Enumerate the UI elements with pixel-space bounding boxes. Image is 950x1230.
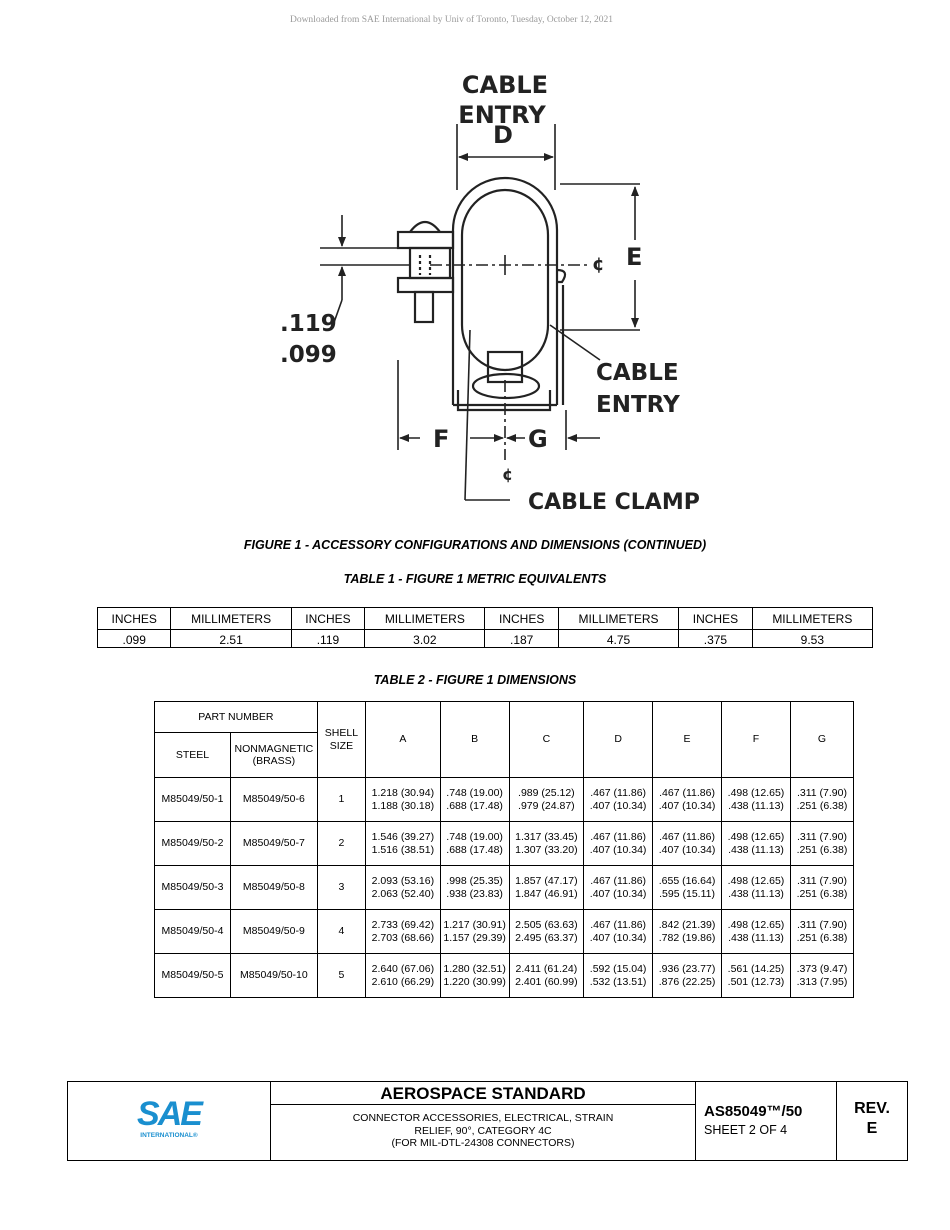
figure-1-caption: FIGURE 1 - ACCESSORY CONFIGURATIONS AND DIMENSIONS (CONTINUED) [243, 538, 707, 552]
cell-steel-part: M85049/50-5 [155, 954, 231, 998]
cell-dim-b: 1.217 (30.91) 1.157 (29.39) [440, 910, 509, 954]
label-thk-min: .099 [280, 342, 337, 368]
label-thk-max: .119 [280, 311, 337, 337]
label-cable-entry-top-2: ENTRY [458, 101, 546, 129]
table-1-caption: TABLE 1 - FIGURE 1 METRIC EQUIVALENTS [343, 572, 607, 586]
table-1-cell: .119 [291, 630, 364, 648]
cell-dim-f: .561 (14.25) .501 (12.73) [722, 954, 791, 998]
revision-label: REV. [854, 1100, 890, 1117]
sae-logo-text: SAE [137, 1095, 201, 1133]
cell-dim-g: .311 (7.90) .251 (6.38) [790, 778, 853, 822]
standard-subtitle: CONNECTOR ACCESSORIES, ELECTRICAL, STRAIN RELIEF, 90°, CATEGORY 4C (FOR MIL-DTL-24308 CONNECTORS) [352, 1112, 614, 1149]
title-block [67, 1081, 908, 1161]
table-2-header-row [155, 702, 854, 733]
header-b: B [440, 702, 509, 778]
header-part-number: PART NUMBER [155, 702, 318, 733]
cell-dim-g: .311 (7.90) .251 (6.38) [790, 866, 853, 910]
table-1-cell: 4.75 [558, 630, 678, 648]
table-1-cell: .375 [679, 630, 752, 648]
table-1-header: INCHES [485, 608, 558, 630]
header-steel: STEEL [155, 733, 231, 778]
sae-logo-subtext: INTERNATIONAL® [140, 1132, 198, 1139]
label-centerline-right: ¢ [592, 254, 605, 275]
cell-dim-c: 2.505 (63.63) 2.495 (63.37) [509, 910, 584, 954]
sae-logo-cell [68, 1082, 271, 1160]
table-1-header: INCHES [291, 608, 364, 630]
label-cable-entry-side-2: ENTRY [596, 392, 680, 418]
cell-shell-size: 3 [317, 866, 365, 910]
cell-shell-size: 1 [317, 778, 365, 822]
download-notice: Downloaded from SAE International by Univ of Toronto, Tuesday, October 12, 2021 [289, 15, 614, 25]
cell-dim-b: .748 (19.00) .688 (17.48) [440, 778, 509, 822]
cell-shell-size: 2 [317, 822, 365, 866]
cell-dim-e: .467 (11.86) .407 (10.34) [653, 778, 722, 822]
table-1-cell: 9.53 [752, 630, 872, 648]
table-row [155, 910, 854, 954]
cell-dim-a: 1.218 (30.94) 1.188 (30.18) [366, 778, 441, 822]
table-1-header-row [98, 608, 873, 630]
cell-dim-d: .467 (11.86) .407 (10.34) [584, 822, 653, 866]
table-1-header: MILLIMETERS [365, 608, 485, 630]
cell-brass-part: M85049/50-7 [230, 822, 317, 866]
table-2-caption: TABLE 2 - FIGURE 1 DIMENSIONS [373, 673, 577, 687]
table-1-cell: 3.02 [365, 630, 485, 648]
table-1-header: INCHES [679, 608, 752, 630]
cell-dim-d: .467 (11.86) .407 (10.34) [584, 778, 653, 822]
header-g: G [790, 702, 853, 778]
table-1-header: MILLIMETERS [752, 608, 872, 630]
cell-dim-e: .467 (11.86) .407 (10.34) [653, 822, 722, 866]
sae-logo [68, 1082, 270, 1160]
cell-dim-e: .655 (16.64) .595 (15.11) [653, 866, 722, 910]
cell-dim-f: .498 (12.65) .438 (11.13) [722, 778, 791, 822]
revision-cell [837, 1082, 907, 1160]
cell-dim-b: .998 (25.35) .938 (23.83) [440, 866, 509, 910]
document-number: AS85049™/50 [704, 1103, 803, 1120]
table-1-metric-equivalents [97, 607, 873, 648]
cell-brass-part: M85049/50-10 [230, 954, 317, 998]
cell-steel-part: M85049/50-3 [155, 866, 231, 910]
table-2-dimensions [154, 701, 854, 998]
label-cable-entry-top-1: CABLE [461, 71, 549, 99]
table-1-header: MILLIMETERS [558, 608, 678, 630]
header-c: C [509, 702, 584, 778]
label-centerline-bottom: ¢ [502, 465, 514, 484]
cell-dim-b: .748 (19.00) .688 (17.48) [440, 822, 509, 866]
label-cable-clamp: CABLE CLAMP [528, 490, 700, 515]
table-row [155, 866, 854, 910]
cell-shell-size: 5 [317, 954, 365, 998]
cell-dim-g: .311 (7.90) .251 (6.38) [790, 910, 853, 954]
header-f: F [722, 702, 791, 778]
header-d: D [584, 702, 653, 778]
label-dim-f: F [433, 425, 450, 453]
cell-brass-part: M85049/50-6 [230, 778, 317, 822]
clamp-inner-oval [462, 190, 548, 370]
cell-dim-a: 2.640 (67.06) 2.610 (66.29) [366, 954, 441, 998]
table-1-cell: .187 [485, 630, 558, 648]
cell-dim-e: .936 (23.77) .876 (22.25) [653, 954, 722, 998]
revision-value: E [866, 1120, 878, 1137]
cell-dim-a: 1.546 (39.27) 1.516 (38.51) [366, 822, 441, 866]
title-cell [271, 1082, 696, 1160]
cell-dim-c: 2.411 (61.24) 2.401 (60.99) [509, 954, 584, 998]
table-row [155, 822, 854, 866]
cell-dim-a: 2.733 (69.42) 2.703 (68.66) [366, 910, 441, 954]
table-1-cell: .099 [98, 630, 171, 648]
header-e: E [653, 702, 722, 778]
cell-shell-size: 4 [317, 910, 365, 954]
cell-dim-c: 1.317 (33.45) 1.307 (33.20) [509, 822, 584, 866]
cell-dim-e: .842 (21.39) .782 (19.86) [653, 910, 722, 954]
cell-brass-part: M85049/50-8 [230, 866, 317, 910]
cell-dim-f: .498 (12.65) .438 (11.13) [722, 866, 791, 910]
header-a: A [366, 702, 441, 778]
cell-brass-part: M85049/50-9 [230, 910, 317, 954]
cell-dim-d: .592 (15.04) .532 (13.51) [584, 954, 653, 998]
cell-steel-part: M85049/50-1 [155, 778, 231, 822]
cell-steel-part: M85049/50-2 [155, 822, 231, 866]
table-1-cell: 2.51 [171, 630, 291, 648]
cell-dim-d: .467 (11.86) .407 (10.34) [584, 910, 653, 954]
label-dim-g: G [528, 425, 548, 453]
figure-1-drawing [270, 60, 710, 530]
header-shell-size: SHELL SIZE [317, 702, 365, 778]
table-row [155, 954, 854, 998]
label-cable-entry-side-1: CABLE [596, 360, 679, 386]
standard-title: AEROSPACE STANDARD [271, 1082, 695, 1105]
cell-dim-g: .311 (7.90) .251 (6.38) [790, 822, 853, 866]
cell-dim-b: 1.280 (32.51) 1.220 (30.99) [440, 954, 509, 998]
cell-steel-part: M85049/50-4 [155, 910, 231, 954]
cell-dim-g: .373 (9.47) .313 (7.95) [790, 954, 853, 998]
cell-dim-c: .989 (25.12) .979 (24.87) [509, 778, 584, 822]
cell-dim-a: 2.093 (53.16) 2.063 (52.40) [366, 866, 441, 910]
label-dim-e: E [626, 243, 643, 271]
label-dim-d: D [493, 121, 513, 149]
table-1-header: MILLIMETERS [171, 608, 291, 630]
table-1-header: INCHES [98, 608, 171, 630]
table-1-value-row [98, 630, 873, 648]
document-number-cell [696, 1082, 837, 1160]
cell-dim-f: .498 (12.65) .438 (11.13) [722, 910, 791, 954]
cell-dim-d: .467 (11.86) .407 (10.34) [584, 866, 653, 910]
cell-dim-c: 1.857 (47.17) 1.847 (46.91) [509, 866, 584, 910]
cell-dim-f: .498 (12.65) .438 (11.13) [722, 822, 791, 866]
sheet-number: SHEET 2 OF 4 [704, 1123, 788, 1137]
table-row [155, 778, 854, 822]
header-nonmagnetic: NONMAGNETIC (BRASS) [230, 733, 317, 778]
